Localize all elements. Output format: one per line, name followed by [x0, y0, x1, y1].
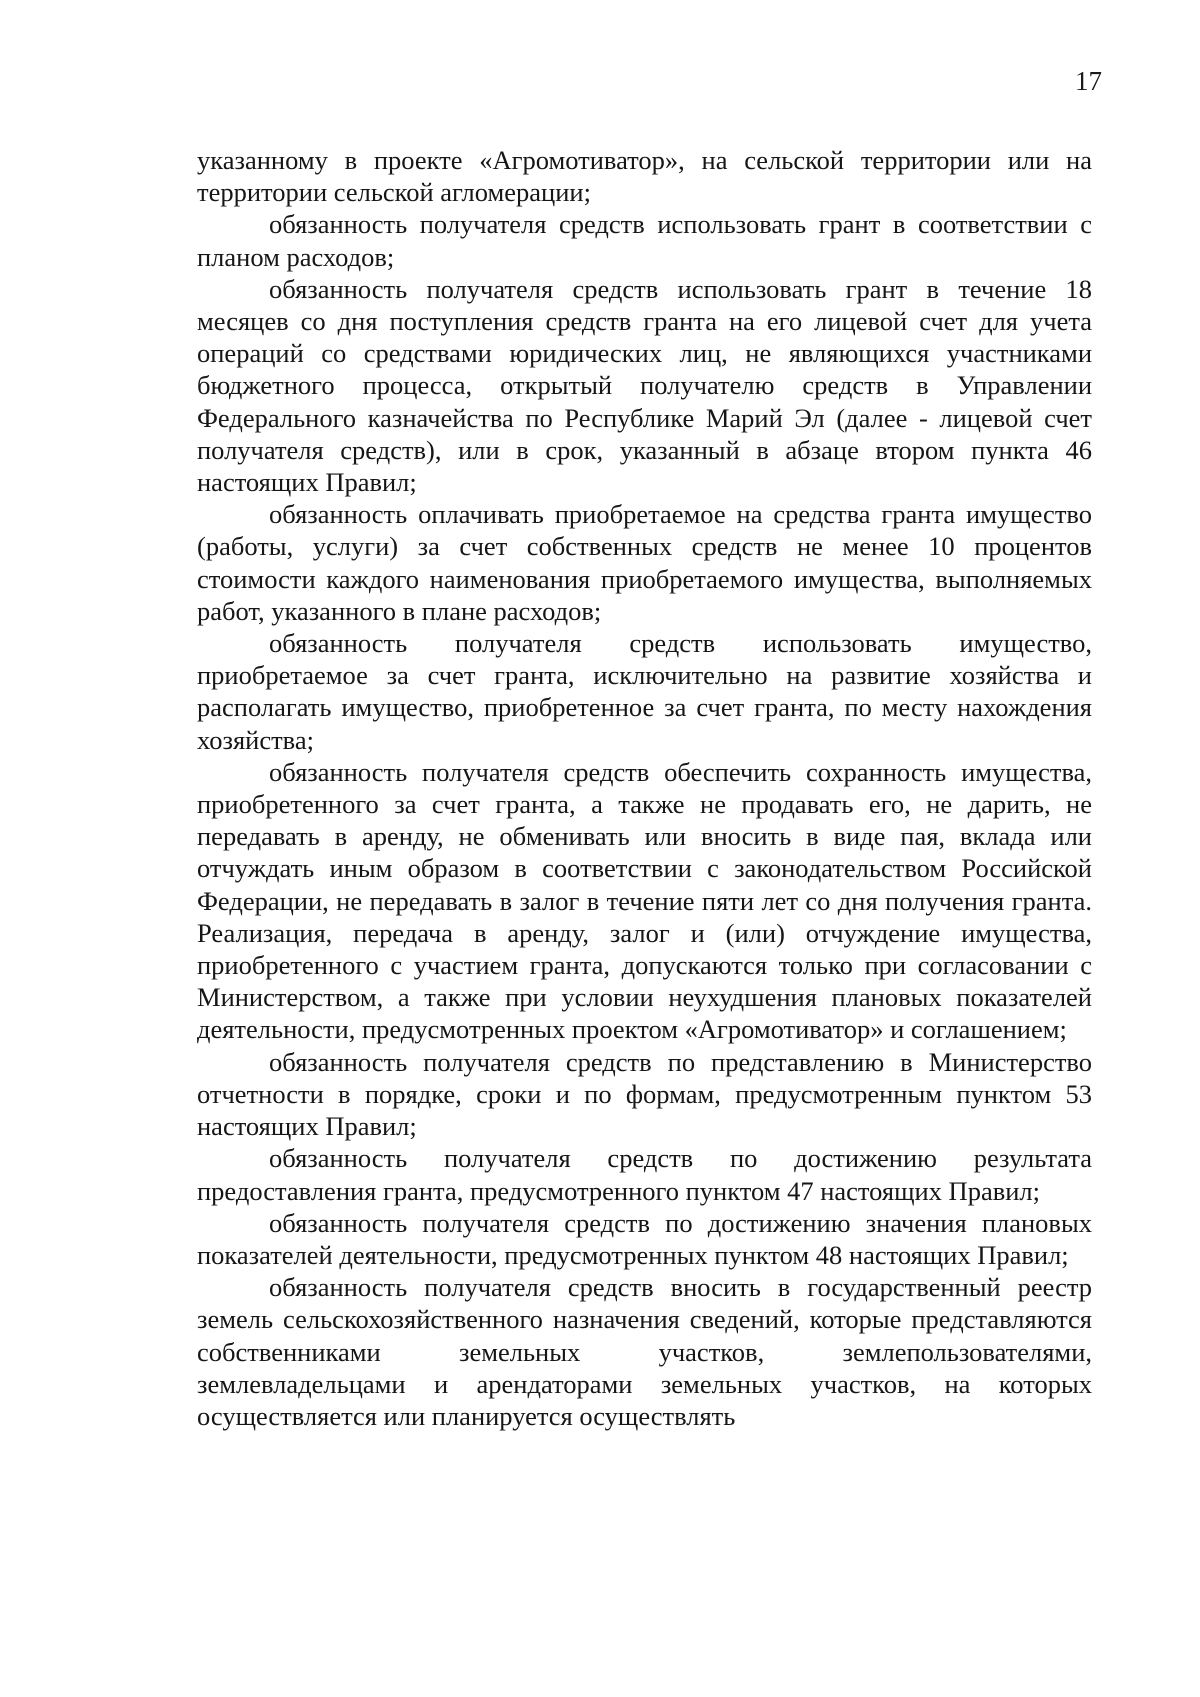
paragraph-planned-indicators: обязанность получателя средств по достижению значения плановых показателей деятельности, предусмотренных пунктом 48 настоящих Правил;: [197, 1207, 1092, 1270]
paragraph-property-preservation: обязанность получателя средств обеспечить сохранность имущества, приобретенного за счет гранта, а также не продавать его, не дарить, не передавать в аренду, не обменивать или вносить в виде пая, вклада или отчуждать иным образом в соответствии с законодательством Российской Федерации, не передавать в залог в течение пяти лет со дня получения гранта. Реализация, передача в аренду, залог и (или) отчуждение имущества, приобретенного с участием гранта, допускаются только при согласовании с Министерством, а также при условии неухудшения плановых показателей деятельности, предусмотренных проектом «Агромотиватор» и соглашением;: [197, 756, 1092, 1045]
paragraph-property-use: обязанность получателя средств использовать имущество, приобретаемое за счет гранта, исключительно на развитие хозяйства и располагать имущество, приобретенное за счет гранта, по месту нахождения хозяйства;: [197, 628, 1092, 755]
paragraph-grant-result: обязанность получателя средств по достижению результата предоставления гранта, предусмотренного пунктом 47 настоящих Правил;: [197, 1143, 1092, 1206]
paragraph-usage-term: обязанность получателя средств использовать грант в течение 18 месяцев со дня поступления средств гранта на его лицевой счет для учета операций со средствами юридических лиц, не являющихся участниками бюджетного процесса, открытый получателю средств в Управлении Федерального казначейства по Республике Марий Эл (далее - лицевой счет получателя средств), или в срок, указанный в абзаце втором пункта 46 настоящих Правил;: [197, 273, 1092, 498]
paragraph-own-funds: обязанность оплачивать приобретаемое на средства гранта имущество (работы, услуги) за счет собственных средств не менее 10 процентов стоимости каждого наименования приобретаемого имущества, выполняемых работ, указанного в плане расходов;: [197, 499, 1092, 626]
paragraph-continuation: указанному в проекте «Агромотиватор», на сельской территории или на территории сельской агломерации;: [197, 145, 1092, 208]
paragraph-land-registry: обязанность получателя средств вносить в государственный реестр земель сельскохозяйственного назначения сведений, которые представляются собственниками земельных участков, землепользователями, землевладельцами и арендаторами земельных участков, на которых осуществляется или планируется осуществлять: [197, 1272, 1092, 1431]
document-body: [197, 144, 1092, 1432]
paragraph-reporting: обязанность получателя средств по представлению в Министерство отчетности в порядке, сроки и по формам, предусмотренным пунктом 53 настоящих Правил;: [197, 1046, 1092, 1142]
paragraph-plan-usage: обязанность получателя средств использовать грант в соответствии с планом расходов;: [197, 209, 1092, 272]
page-number: 17: [1075, 66, 1102, 96]
